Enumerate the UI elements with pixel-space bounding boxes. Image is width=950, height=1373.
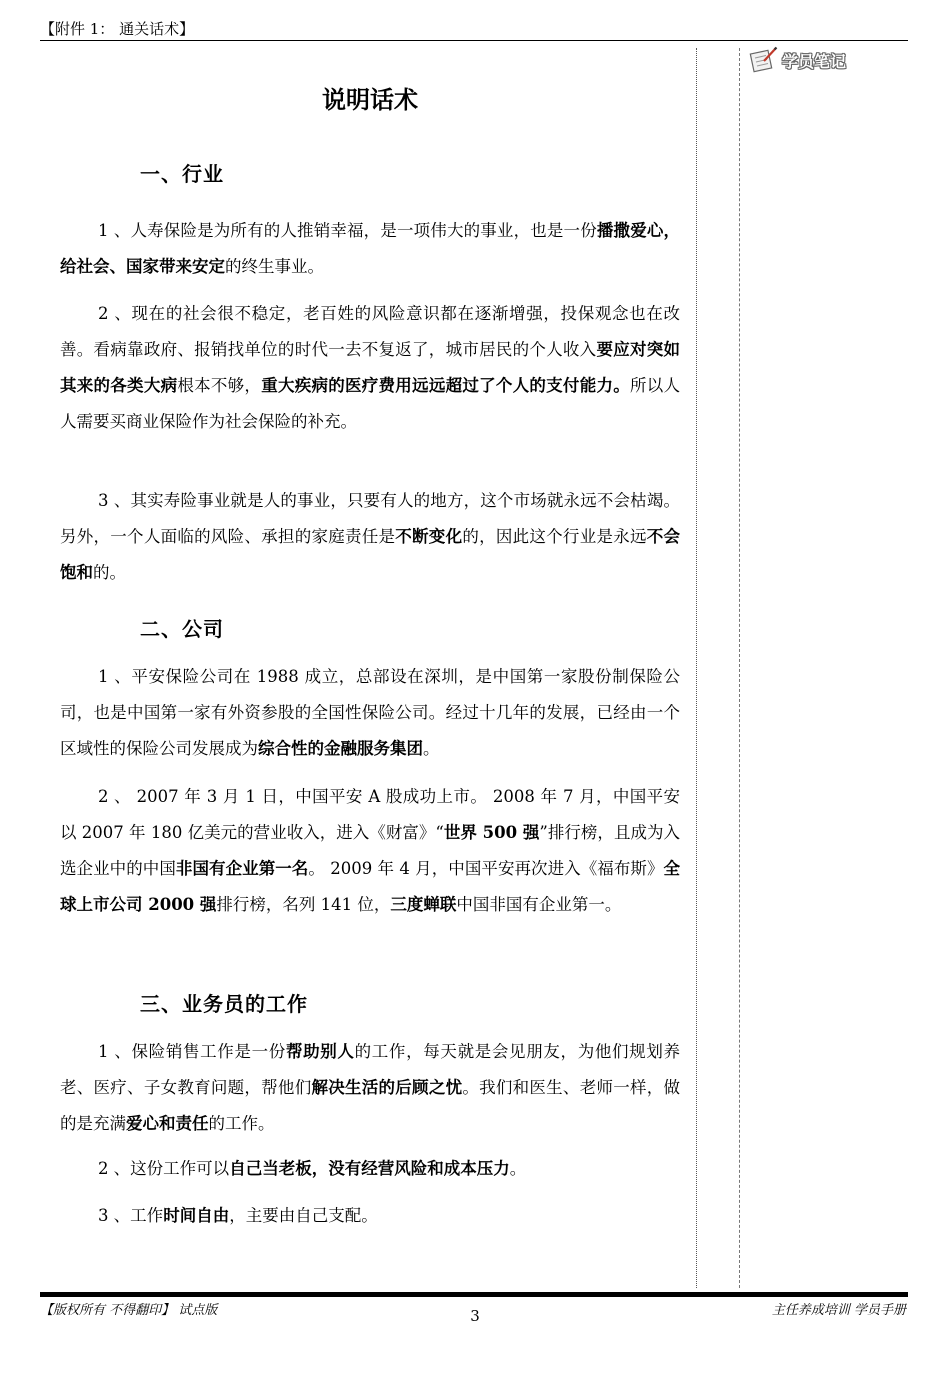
notebook-pencil-icon bbox=[748, 46, 778, 74]
body-text: 1 、人寿保险是为所有的人推销幸福，是一项伟大的事业，也是一份 bbox=[97, 221, 597, 240]
body-text: 2 、 2007 年 3 月 1 日，中国平安 A 股成功上市。 2008 年 7 月，中国平安以 2007 年 180 亿美元的营业收入，进入《财富》“ bbox=[60, 787, 680, 842]
notes-header bbox=[748, 46, 846, 74]
emphasis-text: 帮助别人 bbox=[285, 1042, 355, 1061]
body-text: 的工作。 bbox=[208, 1114, 275, 1133]
body-text: 2 、现在的社会很不稳定，老百姓的风险意识都在逐渐增强，投保观念也在改善。看病靠政府、报销找单位的时代一去不复返了，城市居民的个人收入 bbox=[60, 304, 680, 359]
body-text: ，主要由自己支配。 bbox=[229, 1206, 378, 1225]
emphasis-text: 不会饱和 bbox=[60, 527, 681, 582]
paragraph bbox=[60, 659, 680, 767]
section-heading-work: 三、业务员的工作 bbox=[140, 992, 308, 1016]
emphasis-text: 非国有企业第一名 bbox=[175, 859, 309, 878]
body-text: 。 bbox=[509, 1159, 527, 1178]
emphasis-text: 要应对突如其来的各类大病 bbox=[60, 340, 681, 395]
paragraph bbox=[60, 213, 680, 285]
section-heading-company: 二、公司 bbox=[140, 617, 224, 641]
body-text: 所以人人需要买商业保险作为社会保险的补充。 bbox=[60, 376, 681, 431]
footer-manual-title: 主任养成培训 学员手册 bbox=[771, 1303, 906, 1318]
emphasis-text: 全球上市公司 2000 强 bbox=[60, 859, 681, 914]
paragraph bbox=[60, 779, 680, 923]
body-text: 3 、其实寿险事业就是人的事业，只要有人的地方，这个市场就永远不会枯竭。另外，一个人面临的风险、承担的家庭责任是 bbox=[60, 491, 680, 546]
margin-divider bbox=[696, 48, 697, 1288]
paragraph bbox=[60, 483, 680, 591]
emphasis-text: 播撒爱心，给社会、国家带来安定 bbox=[60, 221, 680, 276]
footer-copyright: 【版权所有 不得翻印】 试点版 bbox=[40, 1303, 218, 1318]
document-title: 说明话术 bbox=[322, 85, 418, 114]
body-text: 根本不够， bbox=[177, 376, 262, 395]
emphasis-text: 自己当老板，没有经营风险和成本压力 bbox=[229, 1159, 510, 1178]
paragraph bbox=[60, 296, 680, 440]
paragraph bbox=[60, 1198, 680, 1234]
emphasis-text: 解决生活的后顾之忧 bbox=[311, 1078, 463, 1097]
emphasis-text: 时间自由 bbox=[163, 1206, 230, 1225]
body-text: 的终生事业。 bbox=[225, 257, 324, 276]
body-text: 的工作，每天就是会见朋友，为他们规划养老、医疗、子女教育问题，帮他们 bbox=[60, 1042, 681, 1097]
notes-label: 学员笔记 bbox=[782, 51, 847, 71]
emphasis-text: 三度蝉联 bbox=[390, 895, 457, 914]
body-text: 的。 bbox=[93, 563, 126, 582]
body-text: 的，因此这个行业是永远 bbox=[462, 527, 647, 546]
body-text: 排行榜，名列 141 位， bbox=[216, 895, 391, 914]
section-heading-industry: 一、行业 bbox=[140, 162, 224, 186]
body-text: 。 bbox=[423, 739, 440, 758]
footer-rule bbox=[40, 1292, 908, 1297]
header-rule bbox=[40, 40, 908, 41]
body-text: 1 、保险销售工作是一份 bbox=[97, 1042, 286, 1061]
emphasis-text: 重大疾病的医疗费用远远超过了个人的支付能力。 bbox=[261, 376, 630, 395]
body-text: ”排行榜，且成为入选企业中的中国 bbox=[60, 823, 681, 878]
page-number: 3 bbox=[470, 1307, 480, 1325]
emphasis-text: 综合性的金融服务集团 bbox=[258, 739, 423, 758]
emphasis-text: 爱心和责任 bbox=[126, 1114, 209, 1133]
body-text: 2 、这份工作可以 bbox=[97, 1159, 230, 1178]
header-label: 【附件 1： 通关话术】 bbox=[40, 20, 195, 38]
body-text: 。我们和医生、老师一样，做的是充满 bbox=[60, 1078, 681, 1133]
body-text: 3 、工作 bbox=[97, 1206, 164, 1225]
paragraph bbox=[60, 1151, 680, 1187]
paragraph bbox=[60, 1034, 680, 1142]
emphasis-text: 世界 500 强 bbox=[443, 823, 540, 842]
body-text: 。 2009 年 4 月，中国平安再次进入《福布斯》 bbox=[308, 859, 664, 878]
body-text: 中国非国有企业第一。 bbox=[456, 895, 622, 914]
emphasis-text: 不断变化 bbox=[395, 527, 463, 546]
body-text: 1 、平安保险公司在 1988 成立，总部设在深圳，是中国第一家股份制保险公司，也是中国第一家有外资参股的全国性保险公司。经过十几年的发展，已经由一个区域性的保险公司发展成为 bbox=[60, 667, 680, 758]
notes-divider bbox=[739, 48, 740, 1288]
